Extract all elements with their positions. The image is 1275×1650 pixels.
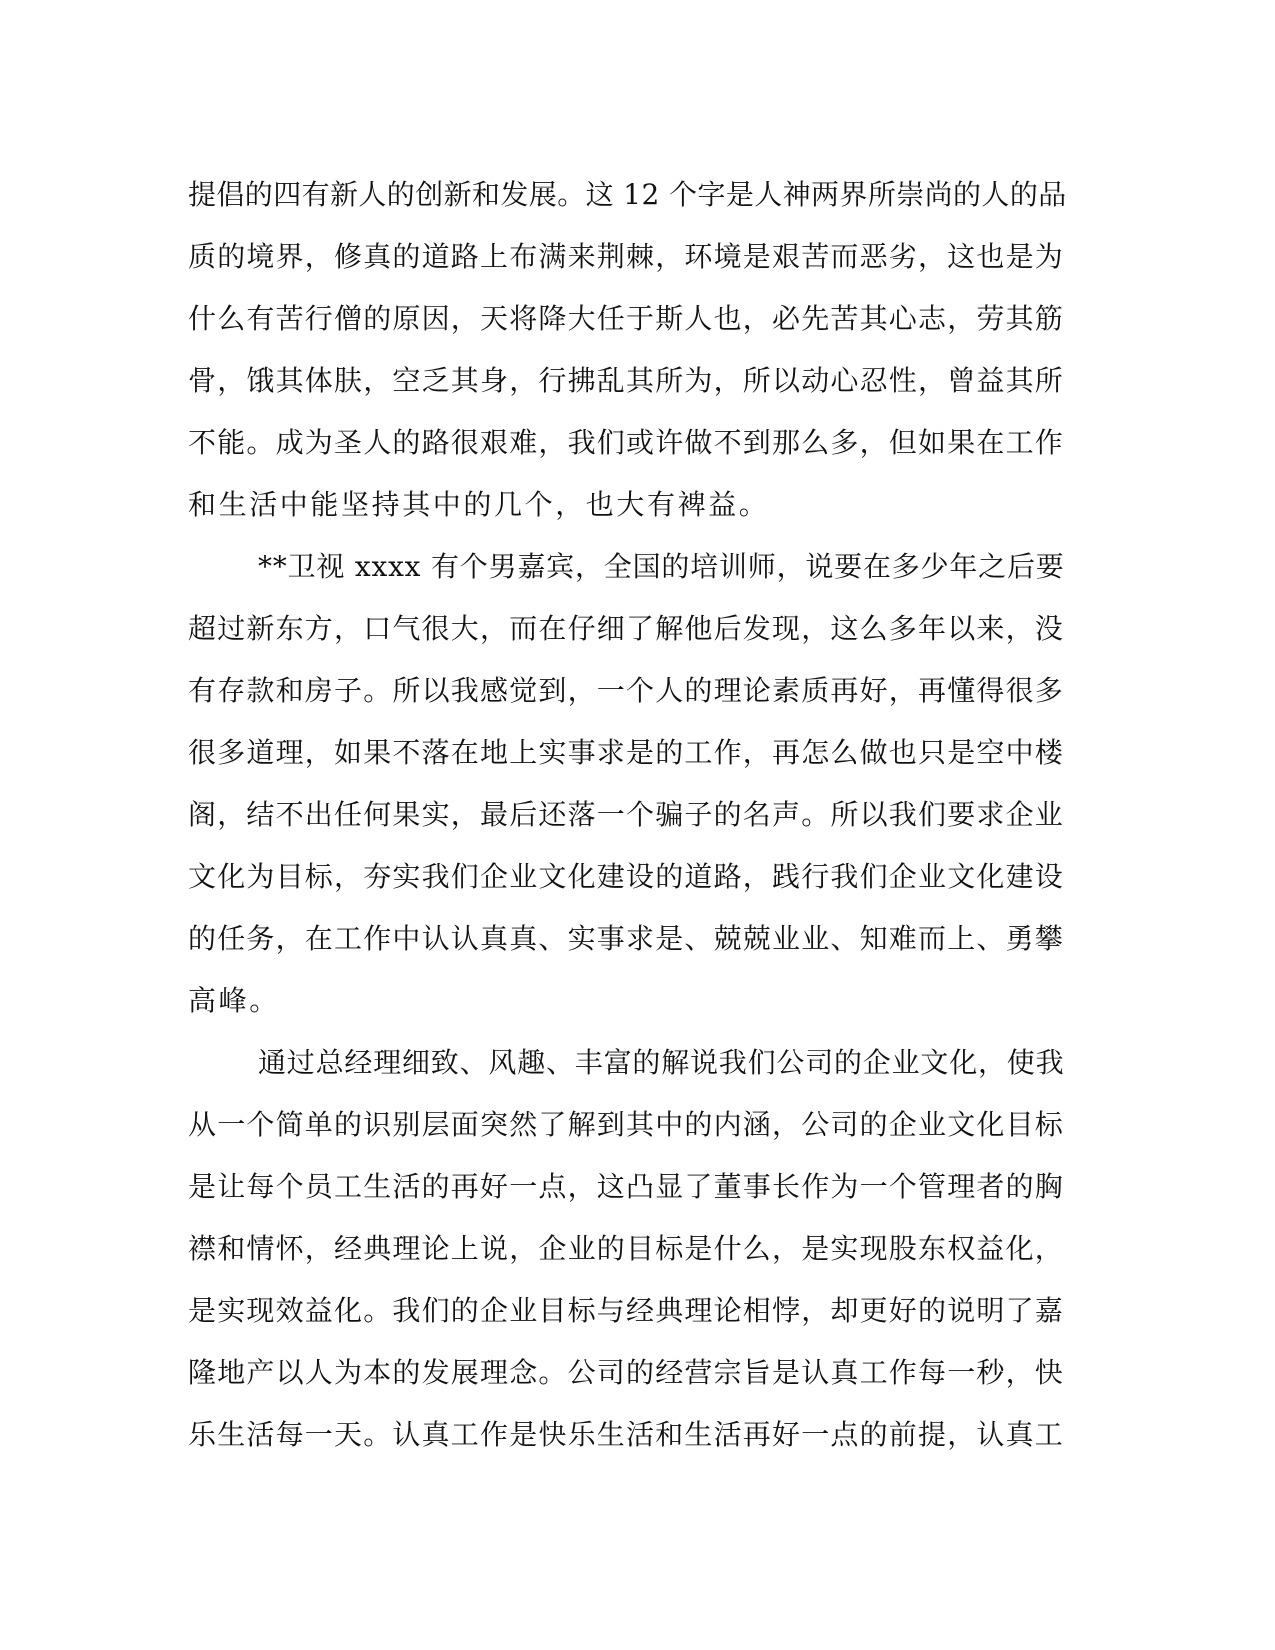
body-text (188, 164, 1068, 1466)
paragraph-first-line: **卫视 xxxx 有个男嘉宾，全国的培训师，说要在多少年之后要 (258, 550, 1065, 583)
text-line: 超过新东方，口气很大，而在仔细了解他后发现，这么多年以来，没 (188, 612, 1065, 645)
text-line: 阁，结不出任何果实，最后还落一个骗子的名声。所以我们要求企业 (188, 798, 1065, 831)
text-line: 高峰。 (188, 984, 280, 1017)
paragraph-first-line: 通过总经理细致、风趣、丰富的解说我们公司的企业文化，使我 (258, 1046, 1065, 1079)
text-line: 襟和情怀，经典理论上说，企业的目标是什么，是实现股东权益化， (188, 1232, 1065, 1265)
text-line: 是让每个员工生活的再好一点，这凸显了董事长作为一个管理者的胸 (188, 1170, 1065, 1203)
text-line: 很多道理，如果不落在地上实事求是的工作，再怎么做也只是空中楼 (188, 736, 1065, 769)
text-line: 质的境界，修真的道路上布满来荆棘，环境是艰苦而恶劣，这也是为 (188, 240, 1065, 273)
text-line: 提倡的四有新人的创新和发展。这 12 个字是人神两界所崇尚的人的品 (188, 178, 1067, 211)
text-line: 不能。成为圣人的路很艰难，我们或许做不到那么多，但如果在工作 (188, 426, 1065, 459)
text-line: 有存款和房子。所以我感觉到，一个人的理论素质再好，再懂得很多 (188, 674, 1065, 707)
text-line: 什么有苦行僧的原因，天将降大任于斯人也，必先苦其心志，劳其筋 (188, 302, 1065, 335)
text-line: 隆地产以人为本的发展理念。公司的经营宗旨是认真工作每一秒，快 (188, 1356, 1065, 1389)
text-line: 从一个简单的识别层面突然了解到其中的内涵，公司的企业文化目标 (188, 1108, 1065, 1141)
text-line: 和生活中能坚持其中的几个，也大有裨益。 (188, 488, 770, 521)
text-line: 骨，饿其体肤，空乏其身，行拂乱其所为，所以动心忍性，曾益其所 (188, 364, 1065, 397)
text-line: 的任务，在工作中认认真真、实事求是、兢兢业业、知难而上、勇攀 (188, 922, 1065, 955)
text-line: 文化为目标，夯实我们企业文化建设的道路，践行我们企业文化建设 (188, 860, 1065, 893)
text-line: 乐生活每一天。认真工作是快乐生活和生活再好一点的前提，认真工 (188, 1418, 1065, 1451)
text-line: 是实现效益化。我们的企业目标与经典理论相悖，却更好的说明了嘉 (188, 1294, 1065, 1327)
